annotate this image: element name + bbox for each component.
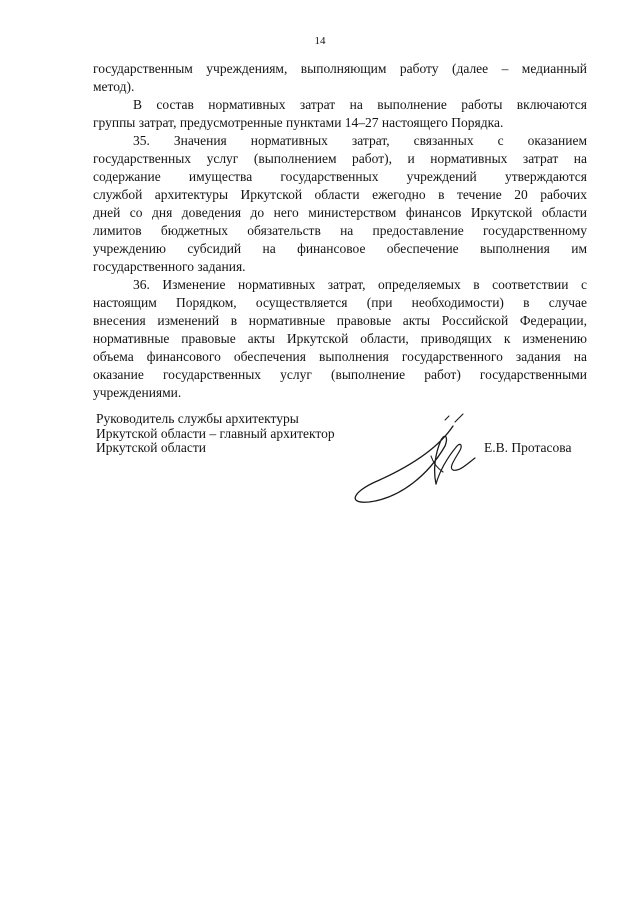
text-line: группы затрат, предусмотренные пунктами 14–27 настоящего Порядка.	[93, 115, 504, 130]
position-line: Руководитель службы архитектуры	[96, 411, 299, 426]
text-line: государственных услуг (выполнением работ), и нормативных затрат на	[93, 151, 587, 166]
text-line: В состав нормативных затрат на выполнение работы включаются	[133, 97, 587, 112]
text-line: метод).	[93, 79, 135, 94]
text-line: лимитов бюджетных обязательств на предоставление государственному	[93, 223, 587, 238]
text-line: содержание имущества государственных учреждений утверждаются	[93, 169, 587, 184]
body-text	[93, 60, 587, 402]
paragraph-median-method	[93, 60, 587, 96]
position-line: Иркутской области – главный архитектор	[96, 425, 335, 441]
text-line: оказание государственных услуг (выполнение работ) государственными	[93, 367, 587, 382]
signatory-position	[96, 412, 335, 456]
signatory-name: Е.В. Протасова	[484, 440, 572, 455]
text-line: учреждению субсидий на финансовое обеспечение выполнения им	[93, 241, 587, 256]
text-line: внесения изменений в нормативные правовые акты Российской Федерации,	[93, 313, 587, 328]
position-line: Иркутской области	[96, 440, 207, 455]
text-line: учреждениями.	[93, 385, 182, 400]
text-line: нормативные правовые акты Иркутской области, приводящих к изменению	[93, 331, 587, 346]
handwritten-signature	[345, 412, 485, 508]
page-number: 14	[314, 35, 326, 47]
paragraph-item-36	[93, 276, 587, 402]
text-line: дней со дня доведения до него министерством финансов Иркутской области	[93, 205, 587, 220]
text-line: объема финансового обеспечения выполнения государственного задания на	[93, 349, 587, 364]
paragraph-cost-groups	[93, 96, 587, 132]
text-line: 35. Значения нормативных затрат, связанных с оказанием	[133, 133, 587, 148]
text-line: службой архитектуры Иркутской области ежегодно в течение 20 рабочих	[93, 187, 587, 202]
paragraph-item-35	[93, 132, 587, 276]
text-line: государственного задания.	[93, 259, 246, 274]
text-line: настоящим Порядком, осуществляется (при необходимости) в случае	[93, 295, 587, 310]
text-line: государственным учреждениям, выполняющим работу (далее – медианный	[93, 61, 587, 76]
text-line: 36. Изменение нормативных затрат, определяемых в соответствии с	[133, 277, 587, 292]
